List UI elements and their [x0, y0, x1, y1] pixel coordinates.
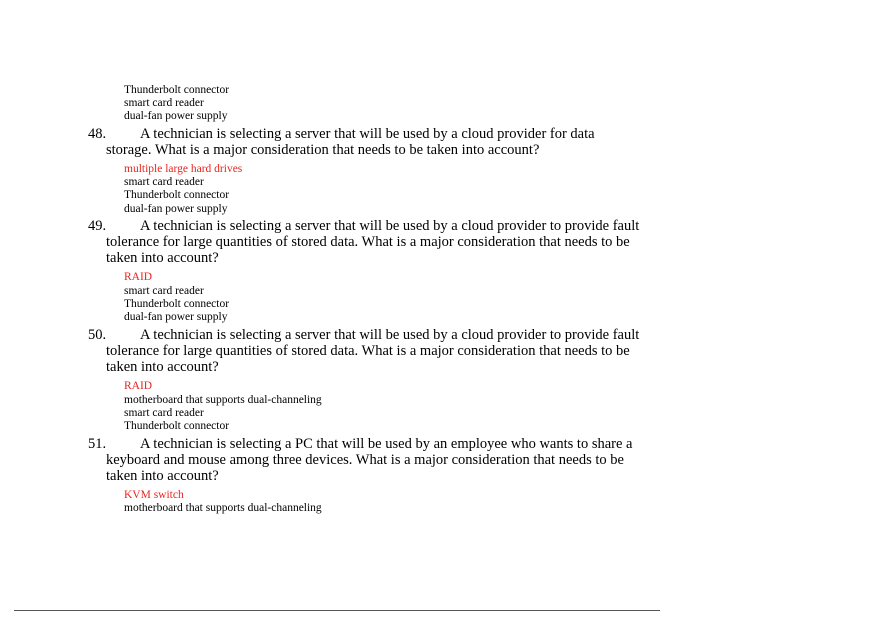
correct-answer-51: KVM switch — [124, 489, 184, 501]
prev-option-3: dual-fan power supply — [124, 110, 228, 122]
question-text-line: storage. What is a major consideration that needs to be taken into account? — [106, 142, 540, 158]
question-text-line: A technician is selecting a PC that will be used by an employee who wants to share a — [140, 436, 633, 452]
option-51-1: motherboard that supports dual-channeling — [124, 502, 322, 514]
question-number: 51. — [88, 436, 107, 452]
question-text-line: keyboard and mouse among three devices. What is a major consideration that needs to be — [106, 452, 624, 468]
question-text-line: A technician is selecting a server that will be used by a cloud provider for data — [140, 126, 595, 142]
correct-answer-49: RAID — [124, 271, 153, 283]
question-49 — [88, 218, 648, 266]
question-text-line: tolerance for large quantities of stored data. What is a major consideration that needs to be — [106, 234, 630, 250]
correct-answer-50: RAID — [124, 380, 153, 392]
option-50-2: smart card reader — [124, 407, 204, 419]
option-50-3: Thunderbolt connector — [124, 420, 230, 432]
option-49-1: smart card reader — [124, 285, 204, 297]
question-50 — [88, 327, 648, 375]
option-48-3: dual-fan power supply — [124, 203, 228, 215]
option-48-1: smart card reader — [124, 176, 204, 188]
prev-option-1: Thunderbolt connector — [124, 84, 230, 96]
question-text-line: A technician is selecting a server that will be used by a cloud provider to provide fault — [140, 218, 640, 234]
question-number: 48. — [88, 126, 107, 142]
page-footer-divider — [14, 610, 660, 611]
question-text-line: taken into account? — [106, 250, 219, 266]
question-number: 49. — [88, 218, 107, 234]
correct-answer-48: multiple large hard drives — [124, 163, 243, 175]
prev-option-2: smart card reader — [124, 97, 204, 109]
option-49-3: dual-fan power supply — [124, 311, 228, 323]
option-50-1: motherboard that supports dual-channeling — [124, 394, 322, 406]
question-text-line: taken into account? — [106, 468, 219, 484]
question-51 — [88, 436, 648, 484]
option-48-2: Thunderbolt connector — [124, 189, 230, 201]
option-49-2: Thunderbolt connector — [124, 298, 230, 310]
question-text-line: A technician is selecting a server that will be used by a cloud provider to provide fault — [140, 327, 640, 343]
question-text-line: taken into account? — [106, 359, 219, 375]
question-text-line: tolerance for large quantities of stored data. What is a major consideration that needs to be — [106, 343, 630, 359]
question-number: 50. — [88, 327, 107, 343]
question-48 — [88, 126, 648, 158]
